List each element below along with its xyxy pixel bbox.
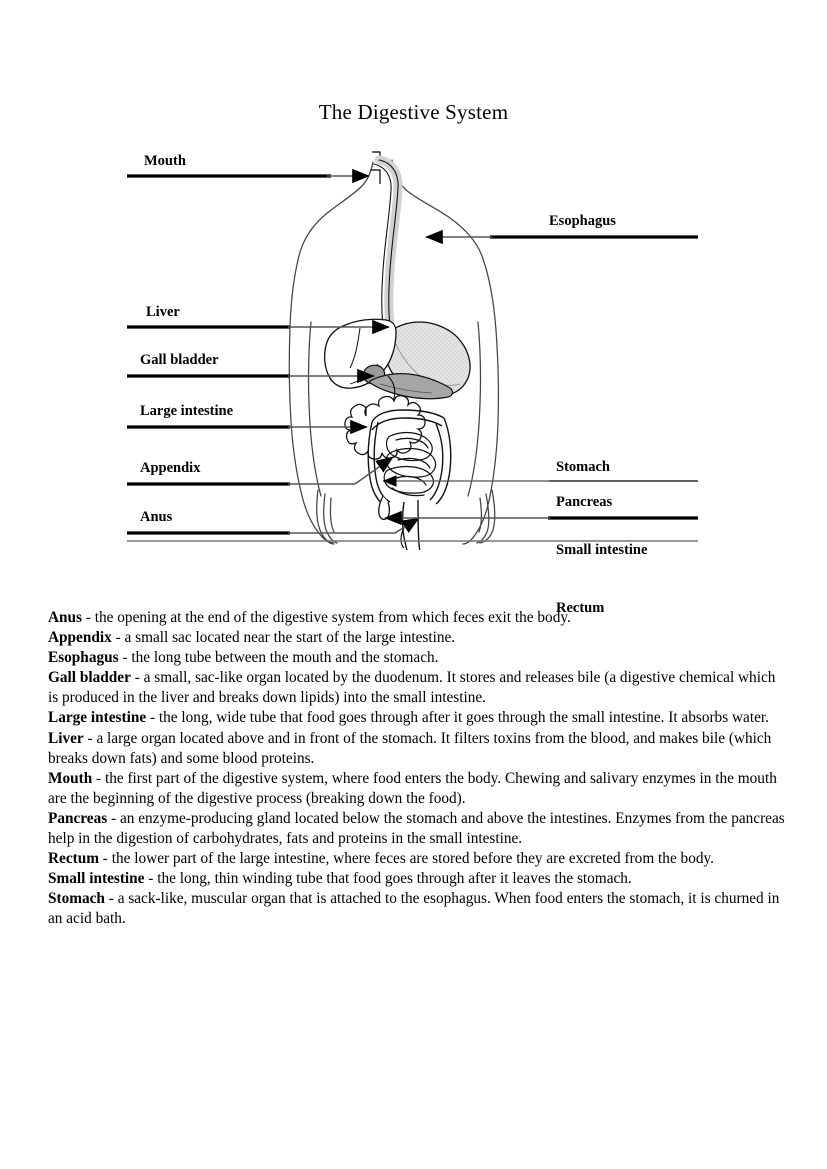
diagram-label-pancreas: Pancreas bbox=[556, 494, 613, 510]
definition-entry bbox=[48, 889, 788, 929]
definition-description: a small, sac-like organ located by the duodenum. It stores and releases bile (a digestive chemical which is produced in the liver and breaks down lipids) into the small intestine. bbox=[48, 669, 776, 707]
definition-entry bbox=[48, 668, 788, 708]
appendix-organ bbox=[379, 496, 390, 519]
definition-description: the long tube between the mouth and the stomach. bbox=[131, 649, 439, 667]
definition-term: Large intestine bbox=[48, 709, 147, 727]
definition-term: Small intestine bbox=[48, 870, 145, 888]
digestive-system-diagram bbox=[0, 140, 827, 616]
diagram-label-liver: Liver bbox=[146, 304, 180, 320]
definition-description: a large organ located above and in front of the stomach. It filters toxins from the blood, and makes bile (which breaks down fats) and some blood proteins. bbox=[48, 729, 772, 767]
definition-separator: - bbox=[118, 649, 132, 667]
definition-separator: - bbox=[92, 769, 105, 787]
diagram-label-mouth: Mouth bbox=[144, 153, 186, 169]
definition-separator: - bbox=[98, 850, 112, 868]
definition-entry bbox=[48, 809, 788, 849]
definition-description: a sack-like, muscular organ that is attached to the esophagus. When food enters the stomach, it is churned in an acid bath. bbox=[48, 890, 780, 928]
diagram-label-appendix: Appendix bbox=[140, 460, 201, 476]
definition-description: the lower part of the large intestine, where feces are stored before they are excreted from the body. bbox=[111, 850, 714, 868]
definition-separator: - bbox=[104, 890, 118, 908]
definition-term: Gall bladder bbox=[48, 669, 131, 687]
definition-entry bbox=[48, 648, 788, 668]
definition-separator: - bbox=[146, 709, 159, 727]
definition-description: the opening at the end of the digestive system from which feces exit the body. bbox=[94, 609, 571, 626]
diagram-svg bbox=[0, 140, 827, 550]
rectum-organ bbox=[403, 502, 414, 550]
definition-separator: - bbox=[83, 729, 97, 747]
diagram-label-rectum: Rectum bbox=[556, 600, 605, 616]
definition-description: the first part of the digestive system, where food enters the body. Chewing and salivary enzymes in the mouth are the beginning of the digestive process (breaking down the food). bbox=[48, 769, 777, 807]
definitions-list bbox=[48, 608, 788, 930]
definition-separator: - bbox=[82, 609, 95, 626]
definition-entry bbox=[48, 628, 788, 648]
diagram-label-anus: Anus bbox=[140, 509, 173, 525]
diagram-label-gall-bladder: Gall bladder bbox=[140, 352, 219, 368]
definition-term: Mouth bbox=[48, 769, 93, 787]
diagram-label-large-intestine: Large intestine bbox=[140, 403, 234, 419]
definition-description: the long, thin winding tube that food goes through after it leaves the stomach. bbox=[157, 870, 632, 888]
definition-term: Esophagus bbox=[48, 649, 119, 667]
definition-entry bbox=[48, 849, 788, 869]
rectum-organ-2 bbox=[418, 500, 423, 550]
page-title: The Digestive System bbox=[318, 100, 509, 124]
definition-entry bbox=[48, 708, 788, 728]
definition-description: a small sac located near the start of the large intestine. bbox=[124, 629, 456, 647]
diagram-label-stomach: Stomach bbox=[556, 459, 610, 475]
definition-separator: - bbox=[107, 809, 120, 827]
definition-entry bbox=[48, 608, 788, 628]
definition-description: the long, wide tube that food goes through after it goes through the small intestine. It absorbs water. bbox=[158, 709, 769, 727]
diagram-label-small-intestine: Small intestine bbox=[556, 542, 648, 558]
definition-separator: - bbox=[130, 669, 144, 687]
diagram-label-esophagus: Esophagus bbox=[549, 213, 616, 229]
definition-term: Pancreas bbox=[48, 809, 108, 827]
definition-entry bbox=[48, 769, 788, 809]
definition-separator: - bbox=[111, 629, 125, 647]
definition-term: Stomach bbox=[48, 890, 105, 908]
definition-term: Anus bbox=[48, 609, 83, 626]
definition-description: an enzyme-producing gland located below the stomach and above the intestines. Enzymes from the pancreas help in the digestion of carbohydrates, fats and proteins in the small intestine. bbox=[48, 809, 785, 848]
definition-separator: - bbox=[144, 870, 158, 888]
definition-entry bbox=[48, 869, 788, 889]
definition-entry bbox=[48, 729, 788, 769]
definition-term: Liver bbox=[48, 729, 84, 747]
definition-term: Rectum bbox=[48, 850, 99, 868]
definition-term: Appendix bbox=[48, 629, 112, 647]
